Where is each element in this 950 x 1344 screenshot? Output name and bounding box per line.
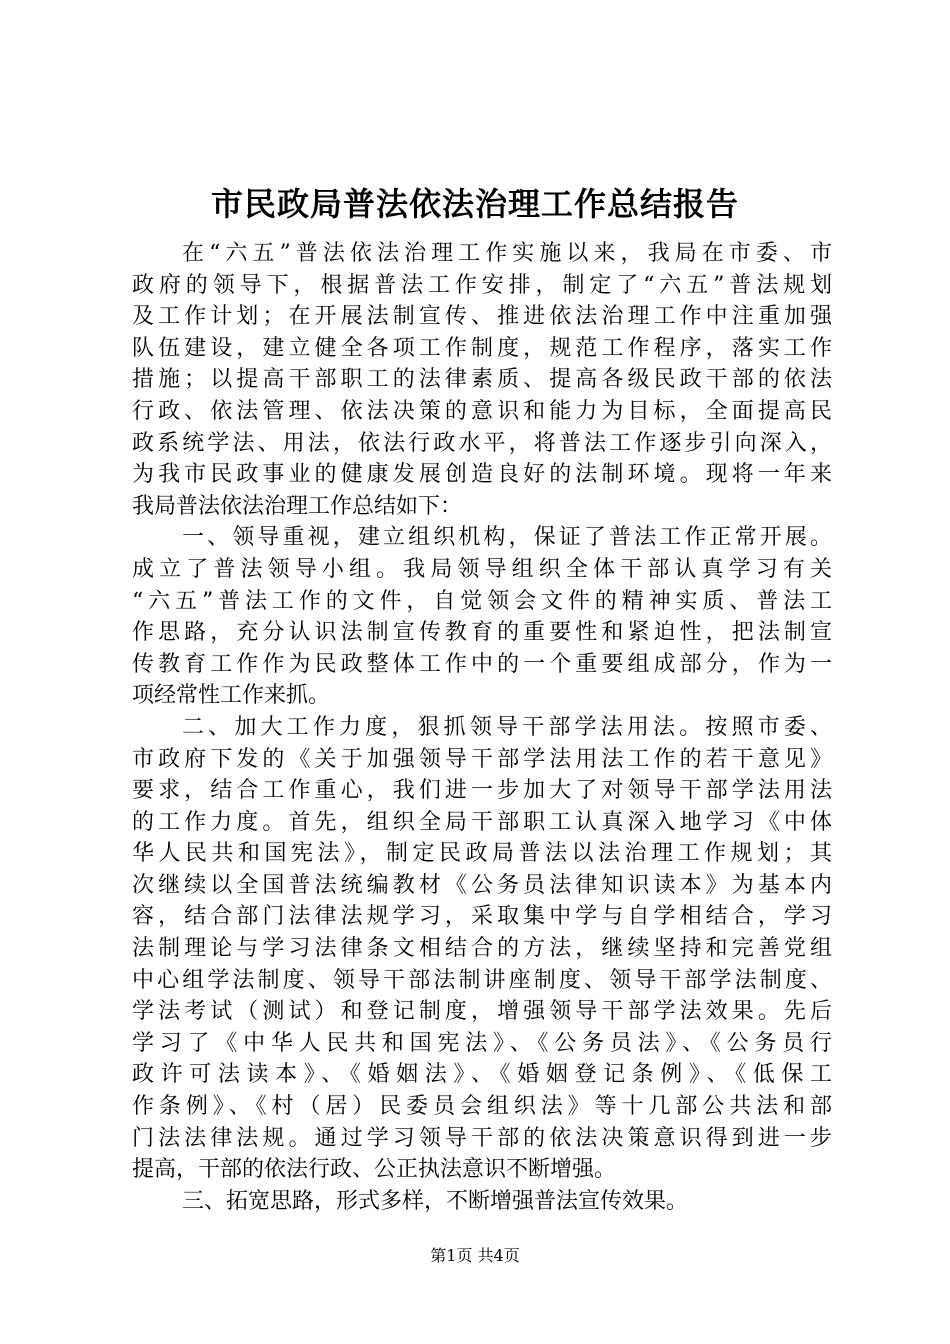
document-body [132, 238, 832, 1217]
body-line: 在“六五”普法依法治理工作实施以来，我局在市委、市 [182, 241, 832, 266]
body-line: 作思路，充分认识法制宣传教育的重要性和紧迫性，把法制宣 [132, 620, 832, 646]
page-number: 第1页 共4页 [430, 1246, 520, 1265]
body-line: 提高，干部的依法行政、公正执法意识不断增强。 [132, 1157, 617, 1183]
body-line: 为我市民政事业的健康发展创造良好的法制环境。现将一年来 [132, 462, 832, 488]
body-line: 行政、依法管理、依法决策的意识和能力为目标，全面提高民 [132, 398, 832, 424]
body-line: 措施；以提高干部职工的法律素质、提高各级民政干部的依法 [132, 367, 832, 393]
body-line: “六五”普法工作的文件，自觉领会文件的精神实质、普法工 [132, 588, 832, 614]
body-line: 项经常性工作来抓。 [132, 683, 331, 709]
body-line: 传教育工作作为民政整体工作中的一个重要组成部分，作为一 [132, 651, 832, 677]
body-line: 学习了《中华人民共和国宪法》、《公务员法》、《公务员行 [132, 1030, 832, 1056]
body-line: 政府的领导下，根据普法工作安排，制定了“六五”普法规划 [132, 272, 832, 298]
body-line: 学法考试（测试）和登记制度，增强领导干部学法效果。先后 [132, 999, 832, 1025]
body-line: 作条例》、《村（居）民委员会组织法》等十几部公共法和部 [132, 1094, 832, 1120]
body-line: 及工作计划；在开展法制宣传、推进依法治理工作中注重加强 [132, 304, 832, 330]
body-line: 次继续以全国普法统编教材《公务员法律知识读本》为基本内 [132, 872, 832, 898]
body-line: 我局普法依法治理工作总结如下： [132, 493, 463, 519]
body-line: 二、加大工作力度，狠抓领导干部学法用法。按照市委、 [182, 714, 832, 740]
body-line: 一、领导重视，建立组织机构，保证了普法工作正常开展。 [182, 525, 832, 551]
body-line: 容，结合部门法律法规学习，采取集中学与自学相结合，学习 [132, 904, 832, 930]
body-line: 成立了普法领导小组。我局领导组织全体干部认真学习有关 [132, 556, 832, 582]
body-line: 的工作力度。首先，组织全局干部职工认真深入地学习《中体 [132, 809, 832, 835]
body-line: 中心组学法制度、领导干部法制讲座制度、领导干部学法制度、 [132, 967, 832, 993]
body-line: 三、拓宽思路，形式多样，不断增强普法宣传效果。 [182, 1188, 689, 1214]
document-title: 市民政局普法依法治理工作总结报告 [210, 185, 739, 223]
body-line: 市政府下发的《关于加强领导干部学法用法工作的若干意见》 [132, 746, 832, 772]
body-line: 门法法律法规。通过学习领导干部的依法决策意识得到进一步 [132, 1125, 832, 1151]
body-line: 队伍建设，建立健全各项工作制度，规范工作程序，落实工作 [132, 335, 832, 361]
body-line: 政许可法读本》、《婚姻法》、《婚姻登记条例》、《低保工 [132, 1062, 832, 1088]
body-line: 华人民共和国宪法》，制定民政局普法以法治理工作规划；其 [132, 841, 832, 867]
body-line: 要求，结合工作重心，我们进一步加大了对领导干部学法用法 [132, 778, 832, 804]
body-line: 政系统学法、用法，依法行政水平，将普法工作逐步引向深入， [132, 430, 832, 456]
body-line: 法制理论与学习法律条文相结合的方法，继续坚持和完善党组 [132, 936, 832, 962]
